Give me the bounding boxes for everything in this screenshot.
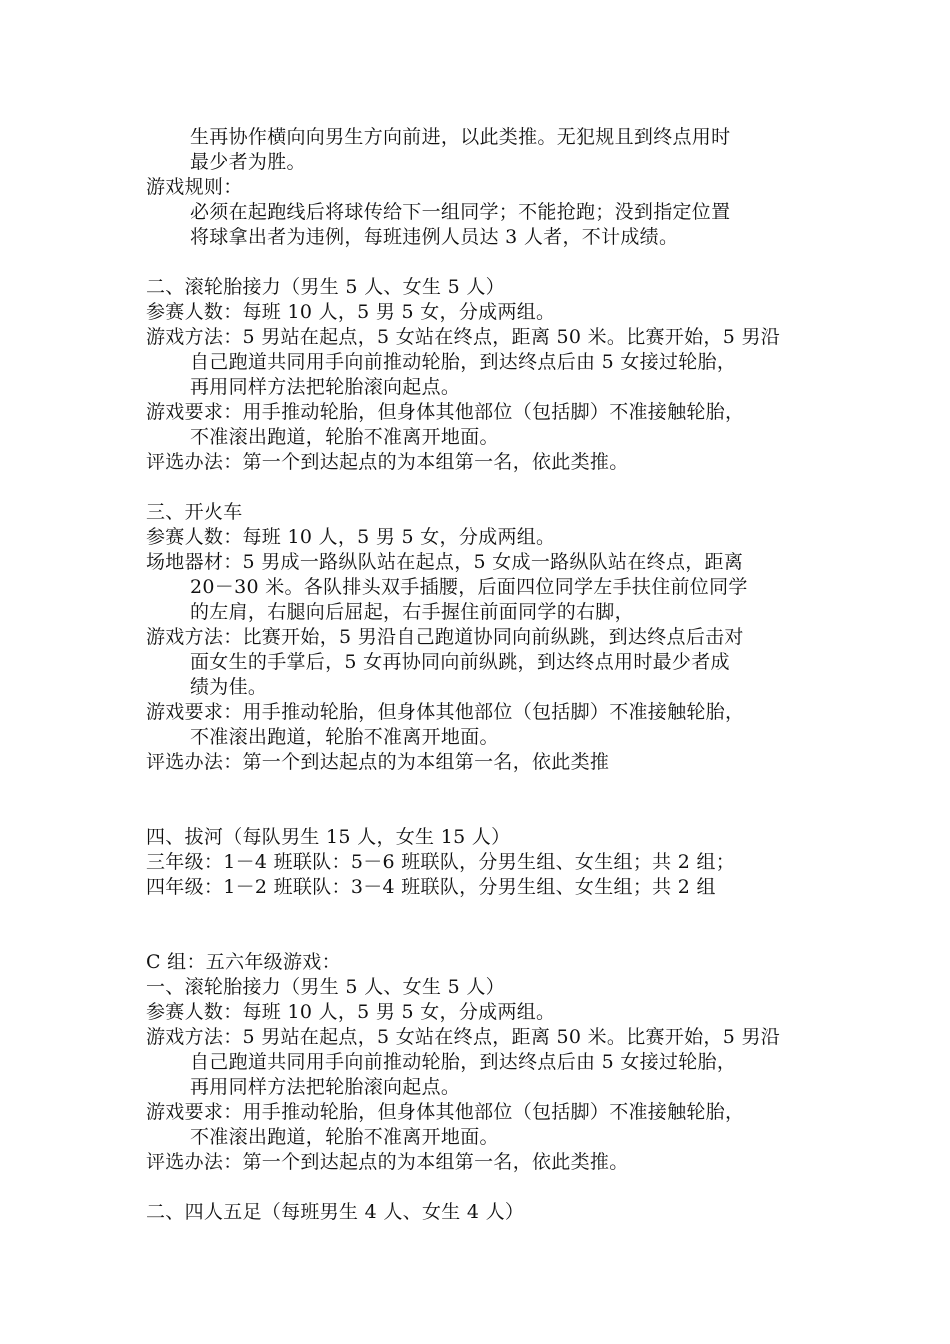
text-line-continuation: 生再协作横向向男生方向前进，以此类推。无犯规且到终点用时 [190, 126, 731, 148]
text-line: 四、拔河（每队男生 15 人，女生 15 人） [146, 826, 511, 848]
text-line-continuation: 不准滚出跑道，轮胎不准离开地面。 [190, 1126, 499, 1148]
text-line: 场地器材：5 男成一路纵队站在起点，5 女成一路纵队站在终点，距离 [146, 551, 744, 573]
text-line-continuation: 绩为佳。 [190, 676, 268, 698]
document-body [146, 125, 816, 1225]
text-line-continuation: 必须在起跑线后将球传给下一组同学；不能抢跑；没到指定位置 [190, 201, 731, 223]
text-line: 参赛人数：每班 10 人，5 男 5 女，分成两组。 [146, 1001, 556, 1023]
text-line-continuation: 自己跑道共同用手向前推动轮胎，到达终点后由 5 女接过轮胎， [190, 351, 737, 373]
text-line: 游戏方法：比赛开始，5 男沿自己跑道协同向前纵跳，到达终点后击对 [146, 626, 744, 648]
text-line-continuation: 将球拿出者为违例，每班违例人员达 3 人者，不计成绩。 [190, 226, 679, 248]
text-line: 三、开火车 [146, 501, 243, 523]
text-line-continuation: 最少者为胜。 [190, 151, 306, 173]
text-line: 游戏要求：用手推动轮胎，但身体其他部位（包括脚）不准接触轮胎， [146, 1101, 745, 1123]
text-line: 参赛人数：每班 10 人，5 男 5 女，分成两组。 [146, 526, 556, 548]
text-line: 三年级：1－4 班联队：5－6 班联队，分男生组、女生组；共 2 组； [146, 851, 736, 873]
paragraph-gap [146, 250, 816, 275]
text-line: 二、四人五足（每班男生 4 人、女生 4 人） [146, 1201, 525, 1223]
text-line-continuation: 面女生的手掌后，5 女再协同向前纵跳，到达终点用时最少者成 [190, 651, 730, 673]
text-line: 二、滚轮胎接力（男生 5 人、女生 5 人） [146, 276, 505, 298]
paragraph-gap [146, 1175, 816, 1200]
text-line-continuation: 的左肩，右腿向后屈起，右手握住前面同学的右脚， [190, 601, 634, 623]
text-line-continuation: 再用同样方法把轮胎滚向起点。 [190, 1076, 461, 1098]
text-line: 评选办法：第一个到达起点的为本组第一名，依此类推 [146, 751, 610, 773]
text-line: 一、滚轮胎接力（男生 5 人、女生 5 人） [146, 976, 505, 998]
text-line-continuation: 再用同样方法把轮胎滚向起点。 [190, 376, 461, 398]
text-line: 游戏规则： [146, 176, 243, 198]
text-line: 评选办法：第一个到达起点的为本组第一名，依此类推。 [146, 451, 629, 473]
text-line: C 组：五六年级游戏： [146, 951, 341, 973]
paragraph-gap [146, 900, 816, 950]
text-line: 游戏方法：5 男站在起点，5 女站在终点，距离 50 米。比赛开始，5 男沿 [146, 326, 781, 348]
text-line: 游戏方法：5 男站在起点，5 女站在终点，距离 50 米。比赛开始，5 男沿 [146, 1026, 781, 1048]
text-line: 参赛人数：每班 10 人，5 男 5 女，分成两组。 [146, 301, 556, 323]
text-line: 游戏要求：用手推动轮胎，但身体其他部位（包括脚）不准接触轮胎， [146, 701, 745, 723]
text-line: 游戏要求：用手推动轮胎，但身体其他部位（包括脚）不准接触轮胎， [146, 401, 745, 423]
paragraph-gap [146, 775, 816, 825]
text-line-continuation: 不准滚出跑道，轮胎不准离开地面。 [190, 726, 499, 748]
paragraph-gap [146, 475, 816, 500]
text-line-continuation: 20－30 米。各队排头双手插腰，后面四位同学左手扶住前位同学 [190, 576, 748, 598]
text-line: 四年级：1－2 班联队：3－4 班联队，分男生组、女生组；共 2 组 [146, 876, 716, 898]
text-line-continuation: 自己跑道共同用手向前推动轮胎，到达终点后由 5 女接过轮胎， [190, 1051, 737, 1073]
text-line: 评选办法：第一个到达起点的为本组第一名，依此类推。 [146, 1151, 629, 1173]
text-line-continuation: 不准滚出跑道，轮胎不准离开地面。 [190, 426, 499, 448]
